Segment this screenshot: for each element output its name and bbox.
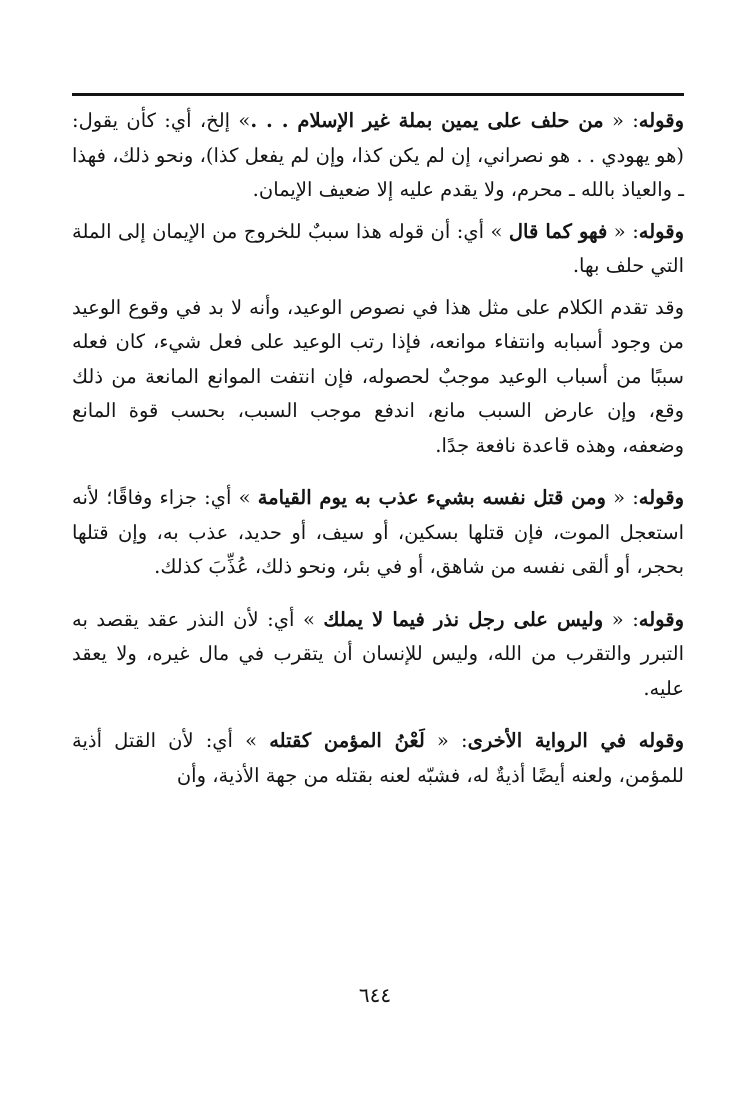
- paragraph-text: » أي: جزاء وفاقًا؛ لأنه استعجل الموت، فإن قتلها بسكين، أو سيف، أو حديد، عذب به، وإن قتلها بحجر، أو ألقى نفسه من شاهق، أو في بئر، ونحو ذلك، عُذِّبَ كذلك.: [72, 486, 684, 578]
- hadith-quote: لَعْنُ المؤمن كقتله: [269, 729, 425, 752]
- quote-open: : «: [607, 219, 639, 243]
- paragraph-6: [72, 724, 684, 793]
- lead-text: وقوله: [638, 219, 684, 243]
- hadith-quote: ومن قتل نفسه بشيء عذب به يوم القيامة: [257, 486, 606, 509]
- paragraph-1: [72, 104, 684, 208]
- paragraph-4: [72, 481, 684, 585]
- paragraph-text: وقد تقدم الكلام على مثل هذا في نصوص الوعيد، وأنه لا بد في وقوع الوعيد من وجود أسبابه وانتفاء موانعه، فإذا رتب الوعيد على فعل شيء، كان فعله سببًا من أسباب الوعيد موجبٌ لحصوله، فإن انتفت الموانع المانعة من ذلك وقع، وإن عارض السبب مانع، اندفع موجب السبب، بحسب قوة المانع وضعفه، وهذه قاعدة نافعة جدًا.: [72, 295, 684, 457]
- paragraph-text: » أي: لأن النذر عقد يقصد به التبرر والتقرب من الله، وليس للإنسان أن يتقرب في مال غيره، ولا يعقد عليه.: [72, 607, 684, 700]
- lead-text: وقوله: [638, 109, 684, 132]
- top-rule: [72, 93, 684, 96]
- paragraph-text: » أي: أن قوله هذا سببٌ للخروج من الإيمان إلى الملة التي حلف بها.: [72, 219, 684, 277]
- paragraph-3: [72, 291, 684, 464]
- lead-text: وقوله: [638, 607, 684, 631]
- paragraph-5: [72, 603, 684, 707]
- lead-text: وقوله: [638, 486, 684, 509]
- quote-open: : «: [603, 109, 639, 132]
- hadith-quote: فهو كما قال: [508, 219, 608, 243]
- quote-open: : «: [603, 607, 639, 631]
- page-body: [72, 104, 684, 800]
- hadith-quote: وليس على رجل نذر فيما لا يملك: [323, 607, 604, 631]
- quote-open: : «: [605, 486, 639, 509]
- paragraph-text: » إلخ، أي: كأن يقول: (هو يهودي . . هو نصراني، إن لم يكن كذا، وإن لم يفعل كذا)، ونحو ذلك، فهذا ـ والعياذ بالله ـ محرم، ولا يقدم عليه إلا ضعيف الإيمان.: [72, 109, 684, 201]
- quote-open: : «: [424, 729, 468, 752]
- paragraph-2: [72, 215, 684, 284]
- lead-text: وقوله في الرواية الأخرى: [467, 729, 684, 752]
- page-number: ٦٤٤: [358, 983, 392, 1007]
- hadith-quote: من حلف على يمين بملة غير الإسلام . . .: [250, 109, 604, 132]
- paragraph-text: » أي: لأن القتل أذية للمؤمن، ولعنه أيضًا أذيةٌ له، فشبّه لعنه بقتله من جهة الأذية، وأن: [72, 729, 684, 787]
